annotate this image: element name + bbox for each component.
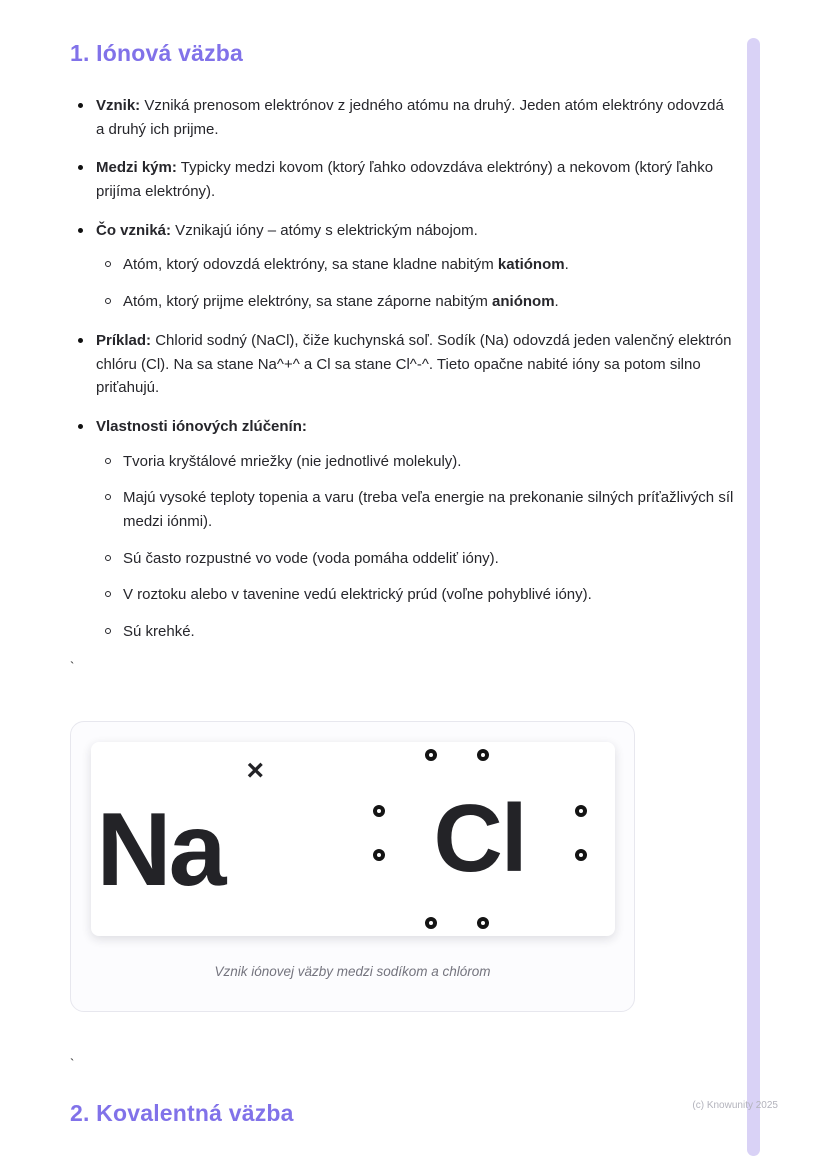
section-heading-ionic: 1. Iónová väzba	[70, 40, 244, 66]
copyright-text: (c) Knowunity 2025	[692, 1100, 778, 1111]
electron-dot	[373, 849, 385, 861]
electron-dot	[575, 805, 587, 817]
electron-dot	[425, 749, 437, 761]
stray-backtick: `	[70, 1055, 75, 1071]
item-lead: Vlastnosti iónových zlúčenín:	[96, 417, 307, 435]
item-text: Sú často rozpustné vo vode (voda pomáha oddeliť ióny).	[123, 549, 499, 567]
list-item	[70, 156, 736, 203]
item-text: Sú krehké.	[123, 623, 195, 640]
section-heading-covalent: 2. Kovalentná väzba	[70, 1099, 294, 1126]
item-bold: aniónom	[492, 293, 555, 311]
item-text: Vznikajú ióny – atómy s elektrickým nábojom.	[171, 221, 478, 239]
ionic-bond-list	[70, 94, 736, 644]
list-item	[96, 290, 736, 314]
document-content	[70, 40, 736, 1127]
list-item	[70, 329, 736, 400]
figure-card	[70, 721, 635, 1012]
list-item	[70, 94, 736, 141]
sodium-symbol: Na	[96, 791, 224, 908]
item-lead: Čo vzniká:	[96, 221, 172, 239]
electron-dot	[425, 917, 437, 929]
chlorine-atom	[373, 749, 587, 929]
chlorine-symbol: Cl	[433, 784, 526, 892]
electron-x-mark: ×	[246, 753, 265, 787]
list-item	[70, 219, 736, 314]
sodium-atom	[97, 742, 377, 936]
item-bold: katiónom	[497, 256, 565, 274]
item-lead: Medzi kým:	[96, 159, 177, 177]
item-text: Chlorid sodný (NaCl), čiže kuchynská soľ. Sodík (Na) odovzdá jeden valenčný elektrón chlóru (Cl). Na sa stane Na^+^ a Cl sa stane Cl^-^. Tieto opačne nabité ióny sa potom silno priťahujú.	[96, 331, 732, 397]
item-text: Atóm, ktorý odovzdá elektróny, sa stane kladne nabitým	[123, 256, 498, 274]
sub-list	[96, 253, 736, 313]
list-item	[96, 583, 736, 607]
item-tail: .	[564, 256, 569, 274]
list-item	[96, 620, 736, 644]
lewis-diagram-image	[91, 742, 615, 936]
list-item	[96, 486, 736, 533]
item-text: V roztoku alebo v tavenine vedú elektrický prúd (voľne pohyblivé ióny).	[123, 586, 592, 604]
stray-backtick: `	[70, 658, 75, 674]
item-lead: Príklad:	[96, 331, 152, 349]
item-text: Atóm, ktorý prijme elektróny, sa stane záporne nabitým	[123, 293, 493, 311]
list-item	[96, 450, 736, 474]
scrollbar-thumb[interactable]	[747, 38, 760, 1156]
item-text: Vzniká prenosom elektrónov z jedného atómu na druhý. Jeden atóm elektróny odovzdá a druhý ich prijme.	[96, 97, 724, 138]
electron-dot	[477, 917, 489, 929]
item-text: Majú vysoké teploty topenia a varu (treba veľa energie na prekonanie silných príťažlivých síl medzi iónmi).	[123, 489, 734, 530]
sub-list	[96, 450, 736, 644]
electron-dot	[575, 849, 587, 861]
item-text: Tvoria kryštálové mriežky (nie jednotlivé molekuly).	[123, 452, 462, 470]
figure-caption: Vznik iónovej väzby medzi sodíkom a chlórom	[214, 963, 491, 979]
list-item	[70, 415, 736, 644]
electron-dot	[373, 805, 385, 817]
item-lead: Vznik:	[96, 97, 141, 114]
electron-dot	[477, 749, 489, 761]
list-item	[96, 547, 736, 571]
item-text: Typicky medzi kovom (ktorý ľahko odovzdáva elektróny) a nekovom (ktorý ľahko prijíma elektróny).	[96, 159, 714, 201]
list-item	[96, 253, 736, 277]
item-tail: .	[554, 293, 559, 311]
